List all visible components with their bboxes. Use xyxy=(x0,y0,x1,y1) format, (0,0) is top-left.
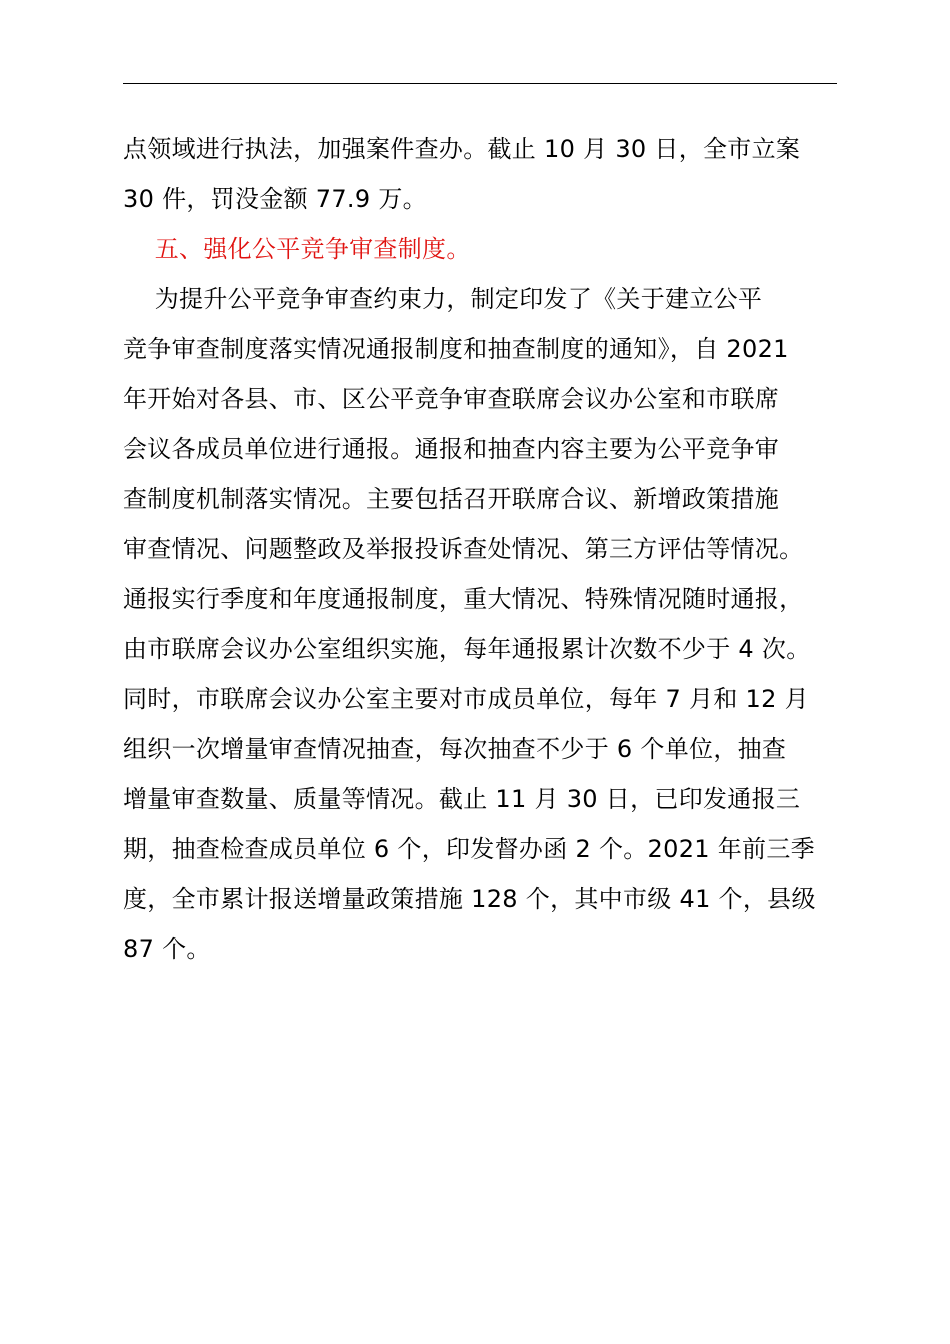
header-rule xyxy=(123,83,837,84)
body-text-line: 审查情况、问题整政及举报投诉查处情况、第三方评估等情况。 xyxy=(123,535,804,563)
body-text-line: 竞争审查制度落实情况通报制度和抽查制度的通知》，自 2021 xyxy=(123,335,789,363)
body-text-line: 点领域进行执法，加强案件查办。截止 10 月 30 日，全市立案 xyxy=(123,135,801,163)
body-text-line: 增量审查数量、质量等情况。截止 11 月 30 日，已印发通报三 xyxy=(123,785,801,813)
body-text-line: 87 个。 xyxy=(123,935,211,963)
body-text-line: 通报实行季度和年度通报制度，重大情况、特殊情况随时通报， xyxy=(123,585,804,613)
body-text-line: 期，抽查检查成员单位 6 个，印发督办函 2 个。2021 年前三季 xyxy=(123,835,815,863)
body-text-line: 30 件，罚没金额 77.9 万。 xyxy=(123,185,427,213)
body-text-line: 度，全市累计报送增量政策措施 128 个，其中市级 41 个，县级 xyxy=(123,885,816,913)
body-text-line: 年开始对各县、市、区公平竞争审查联席会议办公室和市联席 xyxy=(123,385,780,413)
body-text-line: 同时，市联席会议办公室主要对市成员单位，每年 7 月和 12 月 xyxy=(123,685,809,713)
body-text-line: 组织一次增量审查情况抽查，每次抽查不少于 6 个单位，抽查 xyxy=(123,735,787,763)
body-text-line: 会议各成员单位进行通报。通报和抽查内容主要为公平竞争审 xyxy=(123,435,780,463)
body-text-line: 查制度机制落实情况。主要包括召开联席合议、新增政策措施 xyxy=(123,485,780,513)
body-text-line: 为提升公平竞争审查约束力，制定印发了《关于建立公平 xyxy=(123,285,763,313)
body-text-line: 由市联席会议办公室组织实施，每年通报累计次数不少于 4 次。 xyxy=(123,635,811,663)
section-heading: 五、强化公平竞争审查制度。 xyxy=(123,235,471,263)
